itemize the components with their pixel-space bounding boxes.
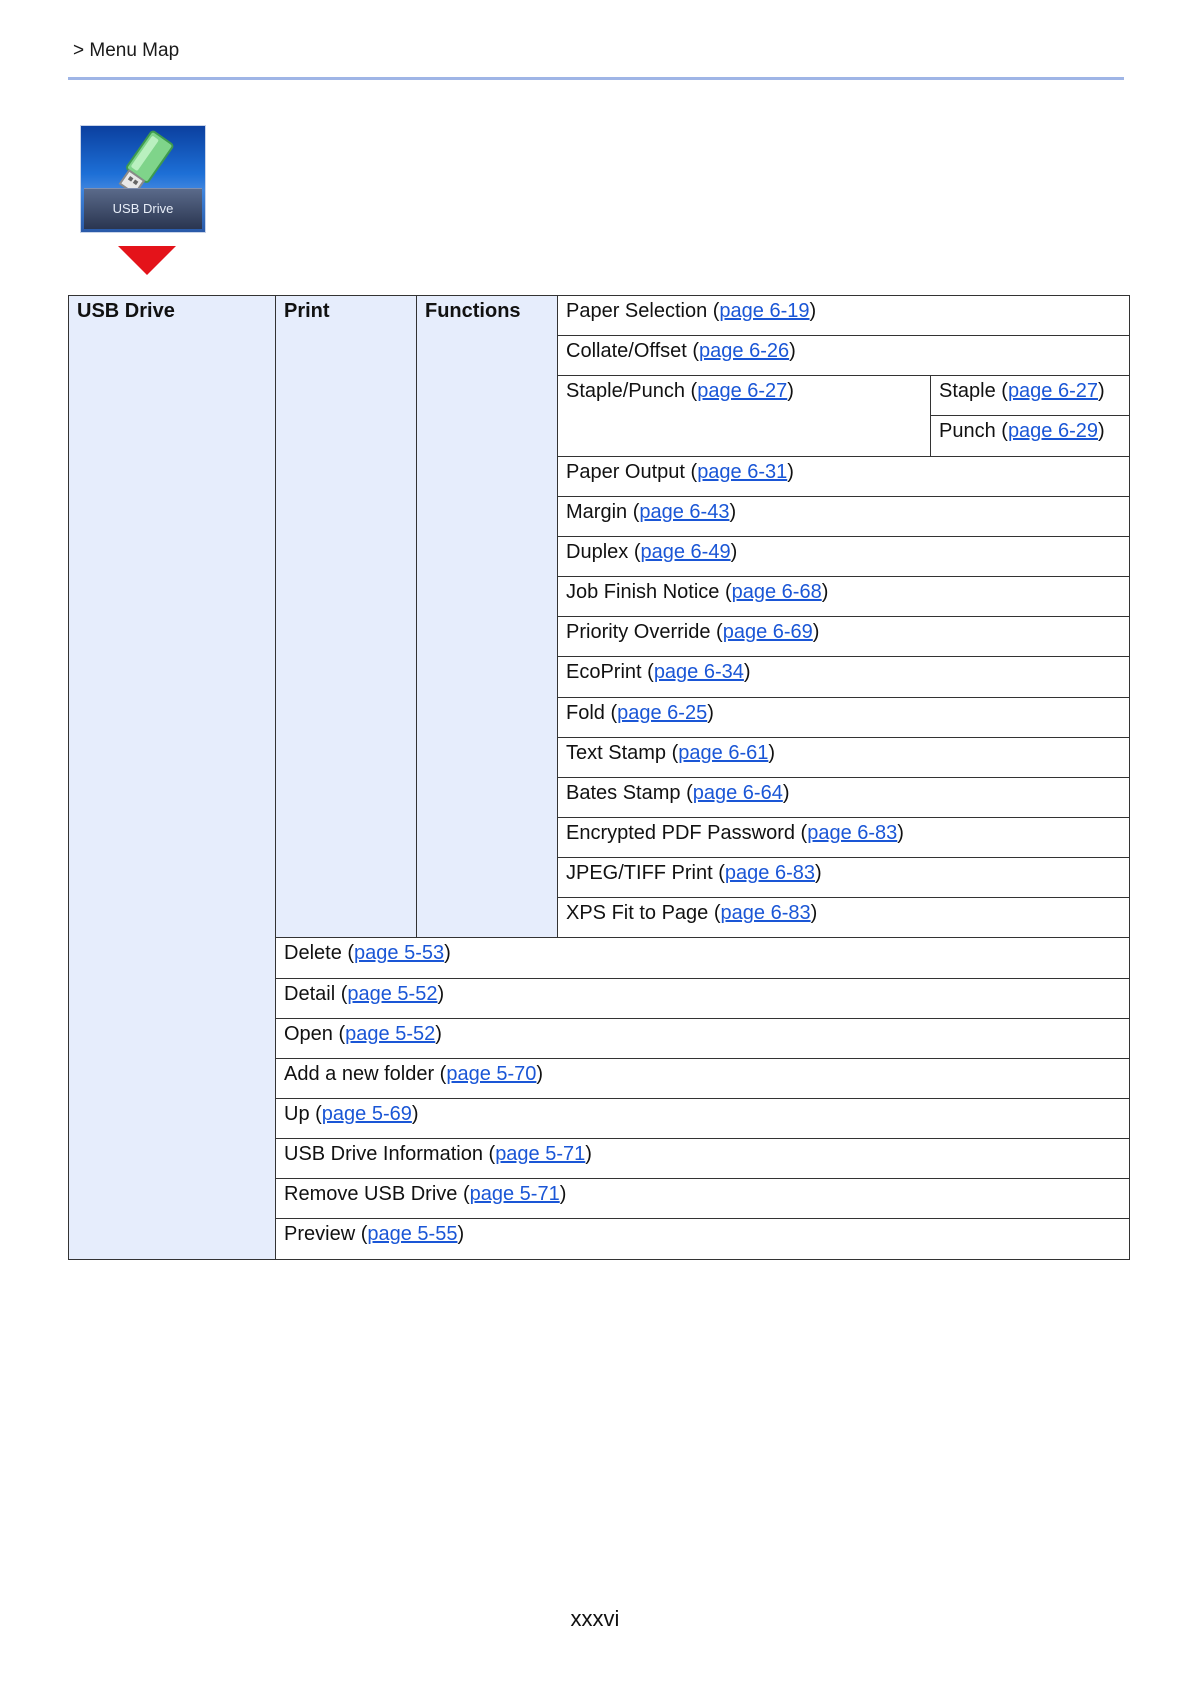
function-row-1-label: Collate/Offset (566, 340, 687, 363)
function-row-0: Paper Selection (page 6-19) (566, 300, 817, 322)
staple-sub-row-1: Punch (page 6-29) (939, 420, 1105, 443)
function-row-14: XPS Fit to Page (page 6-83) (566, 902, 818, 925)
option-row-6: Remove USB Drive (page 5-71) (284, 1183, 567, 1206)
table-hline (557, 656, 1129, 657)
table-hline (557, 496, 1129, 497)
function-row-13: JPEG/TIFF Print (page 6-83) (566, 862, 822, 885)
function-row-3: Paper Output (page 6-31) (566, 460, 794, 483)
option-row-6-label: Remove USB Drive (284, 1183, 458, 1206)
function-row-6-page-link[interactable]: page 6-68 (731, 581, 822, 604)
option-row-2-label: Open (284, 1022, 333, 1045)
function-row-4-page-link[interactable]: page 6-43 (639, 500, 730, 523)
function-row-2: Staple/Punch (page 6-27) (566, 380, 794, 403)
option-row-1: Detail (page 5-52) (284, 982, 445, 1005)
function-row-13-label: JPEG/TIFF Print (566, 862, 713, 885)
staple-sub-row-1-page-link[interactable]: page 6-29 (1007, 420, 1099, 443)
column-functions (416, 295, 557, 937)
function-row-12-page-link[interactable]: page 6-83 (807, 821, 898, 844)
function-row-11: Bates Stamp (page 6-64) (566, 781, 790, 804)
function-row-14-label: XPS Fit to Page (566, 902, 709, 925)
function-row-8: EcoPrint (page 6-34) (566, 661, 751, 684)
function-row-1: Collate/Offset (page 6-26) (566, 340, 796, 363)
function-row-9-page-link[interactable]: page 6-25 (617, 701, 708, 724)
table-hline (557, 375, 1129, 376)
function-row-9: Fold (page 6-25) (566, 701, 714, 724)
column-usb-drive (68, 295, 275, 1259)
function-row-10-label: Text Stamp (566, 741, 667, 764)
option-row-4-label: Up (284, 1103, 310, 1125)
table-hline (275, 1178, 1129, 1179)
table-right-border (1129, 295, 1130, 1260)
table-hline (275, 1058, 1129, 1059)
function-row-2-label: Staple/Punch (566, 380, 685, 403)
function-row-11-page-link[interactable]: page 6-64 (692, 781, 783, 804)
function-row-11-label: Bates Stamp (566, 781, 681, 804)
option-row-5: USB Drive Information (page 5-71) (284, 1143, 592, 1166)
table-hline (275, 1098, 1129, 1099)
function-row-3-label: Paper Output (566, 460, 685, 483)
option-row-5-page-link[interactable]: page 5-71 (495, 1143, 586, 1166)
breadcrumb: > Menu Map (73, 40, 180, 61)
table-hline (275, 937, 1129, 938)
staple-sub-row-0: Staple (page 6-27) (939, 380, 1105, 403)
table-hline (275, 978, 1129, 979)
function-row-12-label: Encrypted PDF Password (566, 821, 795, 844)
column-print-label: Print (284, 300, 330, 322)
function-row-4-label: Margin (566, 500, 628, 523)
function-row-4: Margin (page 6-43) (566, 500, 737, 523)
down-arrow-icon (118, 246, 176, 275)
function-row-3-page-link[interactable]: page 6-31 (697, 460, 788, 483)
function-row-1-page-link[interactable]: page 6-26 (699, 340, 790, 363)
function-row-0-page-link[interactable]: page 6-19 (719, 300, 810, 322)
table-vline (416, 295, 417, 937)
function-row-2-page-link[interactable]: page 6-27 (697, 380, 788, 403)
table-hline (930, 415, 1129, 416)
option-row-6-page-link[interactable]: page 5-71 (469, 1183, 560, 1206)
function-row-7-page-link[interactable]: page 6-69 (722, 621, 813, 644)
table-hline (557, 616, 1129, 617)
function-row-9-label: Fold (566, 701, 605, 724)
function-row-7-label: Priority Override (566, 621, 711, 644)
table-vline (275, 295, 276, 1259)
staple-sub-row-0-page-link[interactable]: page 6-27 (1007, 380, 1099, 403)
table-bottom-border (68, 1259, 1130, 1260)
option-row-3-page-link[interactable]: page 5-70 (446, 1062, 537, 1085)
option-row-7-page-link[interactable]: page 5-55 (367, 1223, 458, 1246)
function-row-7: Priority Override (page 6-69) (566, 621, 820, 644)
usb-drive-app-icon[interactable] (80, 125, 206, 233)
function-row-0-label: Paper Selection (566, 300, 708, 322)
column-print (275, 295, 416, 937)
table-hline (557, 817, 1129, 818)
option-row-1-page-link[interactable]: page 5-52 (347, 982, 438, 1005)
option-row-7: Preview (page 5-55) (284, 1223, 465, 1246)
option-row-2-page-link[interactable]: page 5-52 (345, 1022, 436, 1045)
table-hline (557, 857, 1129, 858)
function-row-12: Encrypted PDF Password (page 6-83) (566, 821, 904, 844)
table-hline (557, 697, 1129, 698)
table-hline (275, 1138, 1129, 1139)
function-row-8-label: EcoPrint (566, 661, 642, 684)
function-row-13-page-link[interactable]: page 6-83 (724, 862, 815, 885)
table-hline (557, 777, 1129, 778)
table-left-border (68, 295, 69, 1259)
option-row-3-label: Add a new folder (284, 1062, 435, 1085)
table-hline (557, 536, 1129, 537)
table-top-border (68, 295, 1130, 296)
table-hline (557, 576, 1129, 577)
function-row-14-page-link[interactable]: page 6-83 (720, 902, 811, 925)
function-row-5-page-link[interactable]: page 6-49 (640, 540, 731, 563)
page-number: xxxvi (570, 1606, 620, 1631)
option-row-0-label: Delete (284, 942, 342, 965)
table-hline (557, 456, 1129, 457)
staple-sub-row-1-label: Punch (939, 420, 996, 443)
function-row-8-page-link[interactable]: page 6-34 (653, 661, 744, 684)
icon-label: USB Drive (112, 201, 174, 216)
header-divider (68, 77, 1124, 80)
option-row-2: Open (page 5-52) (284, 1022, 442, 1045)
option-row-4-page-link[interactable]: page 5-69 (321, 1103, 412, 1125)
function-row-10-page-link[interactable]: page 6-61 (678, 741, 769, 764)
function-row-5: Duplex (page 6-49) (566, 540, 738, 563)
function-row-6: Job Finish Notice (page 6-68) (566, 581, 829, 604)
table-hline (275, 1018, 1129, 1019)
option-row-7-label: Preview (284, 1223, 356, 1246)
table-hline (557, 897, 1129, 898)
column-usb-drive-label: USB Drive (77, 300, 175, 322)
column-functions-label: Functions (425, 300, 521, 322)
option-row-1-label: Detail (284, 982, 336, 1005)
function-row-10: Text Stamp (page 6-61) (566, 741, 776, 764)
option-row-3: Add a new folder (page 5-70) (284, 1062, 544, 1085)
table-hline (557, 335, 1129, 336)
table-hline (275, 1218, 1129, 1219)
staple-sub-row-0-label: Staple (939, 380, 996, 403)
option-row-0-page-link[interactable]: page 5-53 (354, 942, 445, 965)
function-row-6-label: Job Finish Notice (566, 581, 720, 604)
table-hline (557, 737, 1129, 738)
option-row-4: Up (page 5-69) (284, 1103, 419, 1125)
option-row-0: Delete (page 5-53) (284, 942, 451, 965)
function-row-5-label: Duplex (566, 540, 629, 563)
option-row-5-label: USB Drive Information (284, 1143, 483, 1166)
